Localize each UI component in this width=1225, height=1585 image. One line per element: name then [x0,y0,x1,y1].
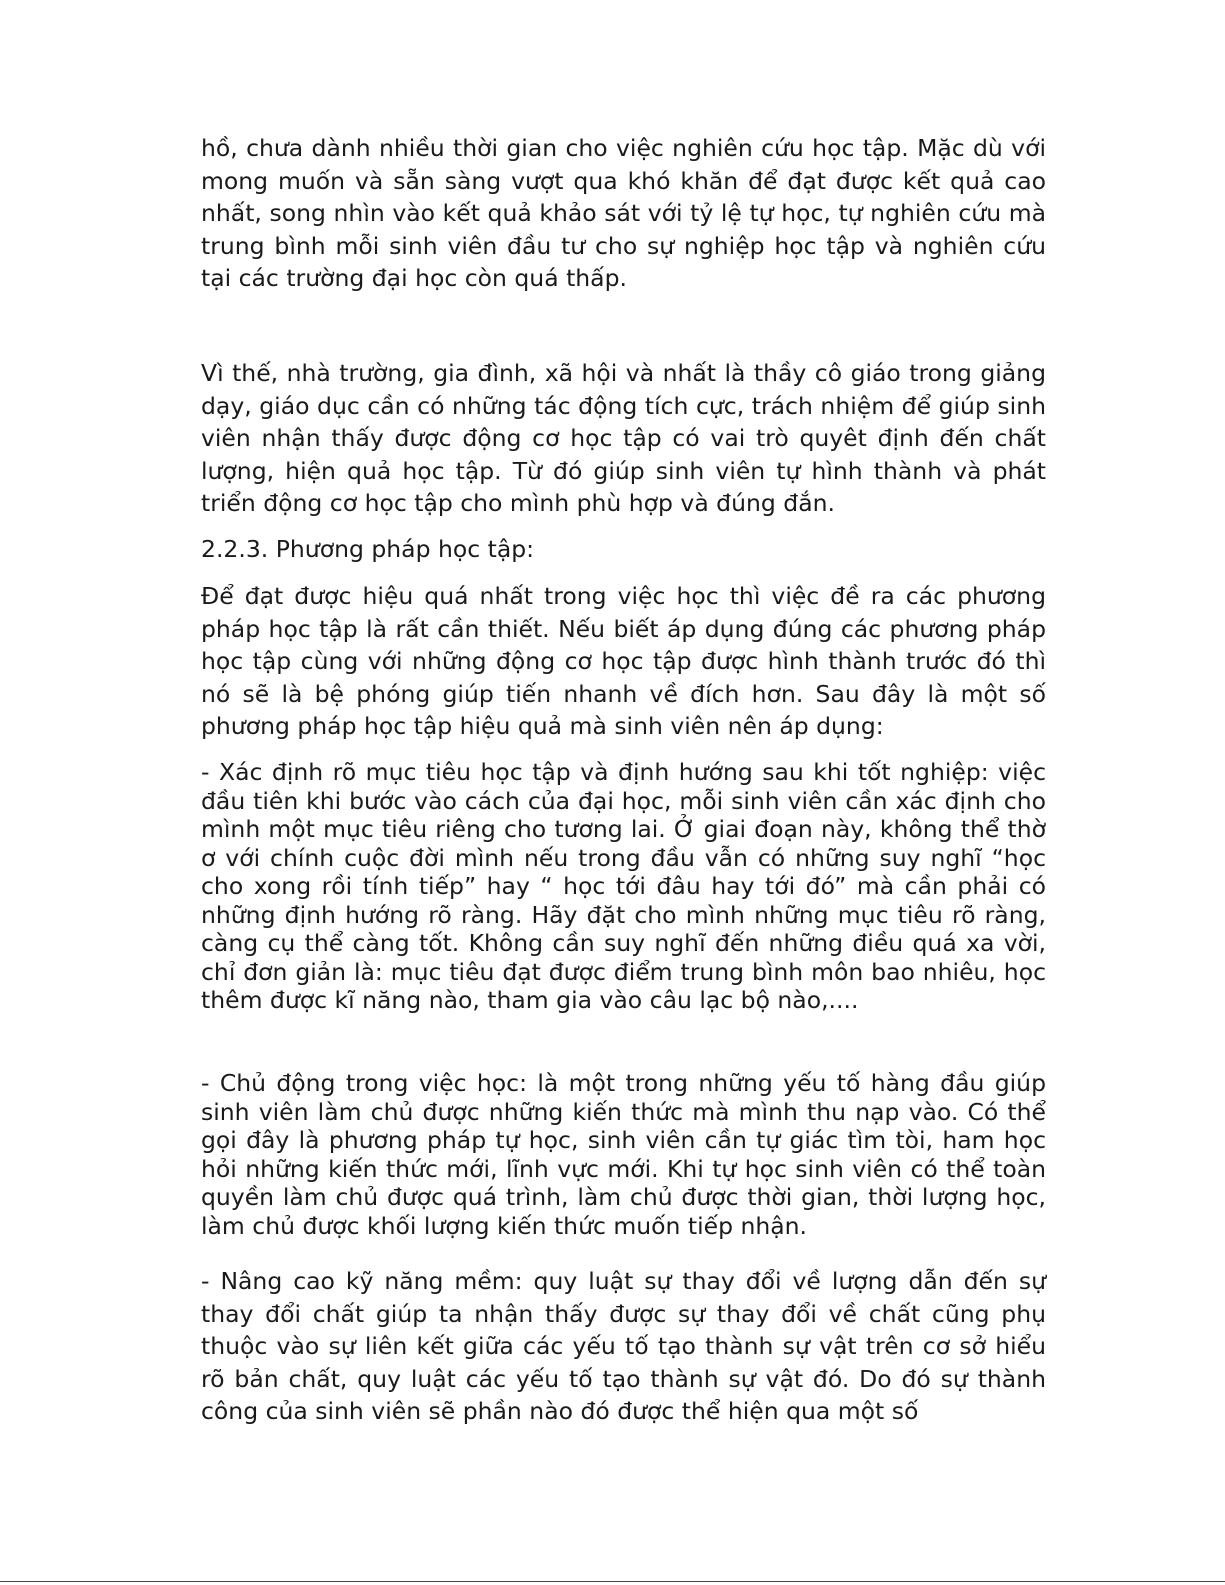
paragraph-soft-skills: - Nâng cao kỹ năng mềm: quy luật sự thay đổi về lượng dẫn đến sự thay đổi chất giúp ta nhận thấy được sự thay đổi về chất cũng phụ thuộc vào sự liên kết giữa các yếu tố tạo thành sự vật trên cơ sở hiểu rõ bản chất, quy luật các yếu tố tạo thành sự vật đó. Do đó sự thành công của sinh viên sẽ phần nào đó được thể hiện qua một số [201,1267,1046,1425]
page-bottom-rule [0,1581,1225,1582]
section-heading: 2.2.3. Phương pháp học tập: [201,535,535,563]
paragraph-self-study: - Chủ động trong việc học: là một trong những yếu tố hàng đầu giúp sinh viên làm chủ được những kiến thức mà mình thu nạp vào. Có thể gọi đây là phương pháp tự học, sinh viên cần tự giác tìm tòi, ham học hỏi những kiến thức mới, lĩnh vực mới. Khi tự học sinh viên có thể toàn quyền làm chủ được quá trình, làm chủ được thời gian, thời lượng học, làm chủ được khối lượng kiến thức muốn tiếp nhận. [201,1069,1046,1240]
paragraph-methods-intro: Để đạt được hiệu quá nhất trong việc học thì việc đề ra các phương pháp học tập là rất cần thiết. Nếu biết áp dụng đúng các phương pháp học tập cùng với những động cơ học tập được hình thành trước đó thì nó sẽ là bệ phóng giúp tiến nhanh về đích hơn. Sau đây là một số phương pháp học tập hiệu quả mà sinh viên nên áp dụng: [201,582,1046,740]
paragraph-motivation: Vì thế, nhà trường, gia đình, xã hội và nhất là thầy cô giáo trong giảng dạy, giáo dục cần có những tác động tích cực, trách nhiệm để giúp sinh viên nhận thấy được động cơ học tập có vai trò quyêt định đến chất lượng, hiện quả học tập. Từ đó giúp sinh viên tự hình thành và phát triển động cơ học tập cho mình phù hợp và đúng đắn. [201,359,1046,517]
paragraph-study-time: hồ, chưa dành nhiều thời gian cho việc nghiên cứu học tập. Mặc dù với mong muốn và sẵn sàng vượt qua khó khăn để đạt được kết quả cao nhất, song nhìn vào kết quả khảo sát với tỷ lệ tự học, tự nghiên cứu mà trung bình mỗi sinh viên đầu tư cho sự nghiệp học tập và nghiên cứu tại các trường đại học còn quá thấp. [201,134,1046,292]
paragraph-set-goals: - Xác định rõ mục tiêu học tập và định hướng sau khi tốt nghiệp: việc đầu tiên khi bước vào cách của đại học, mỗi sinh viên cần xác định cho mình một mục tiêu riêng cho tương lai. Ở giai đoạn này, không thể thờ ơ với chính cuộc đời mình nếu trong đầu vẫn có những suy nghĩ “học cho xong rồi tính tiếp” hay “ học tới đâu hay tới đó” mà cần phải có những định hướng rõ ràng. Hãy đặt cho mình những mục tiêu rõ ràng, càng cụ thể càng tốt. Không cần suy nghĩ đến những điều quá xa vời, chỉ đơn giản là: mục tiêu đạt được điểm trung bình môn bao nhiêu, học thêm được kĩ năng nào, tham gia vào câu lạc bộ nào,.... [201,758,1046,1014]
